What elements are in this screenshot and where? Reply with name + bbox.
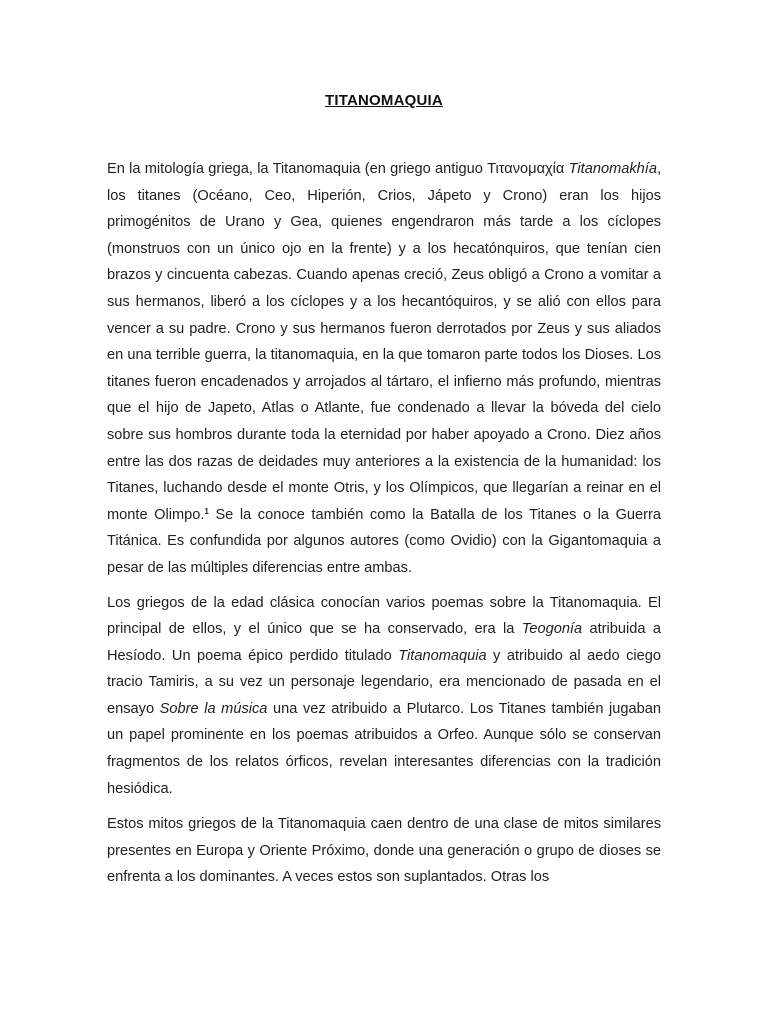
paragraph-1 [107, 156, 661, 582]
paragraph-2-italic-term: Titanomaquia [398, 647, 487, 664]
paragraph-2-segment: y atribuido al aedo ciego tracio Tamiris, a su vez un personaje legendario, era mencionado de pasada en el ensayo [107, 647, 661, 717]
paragraph-3 [107, 811, 661, 891]
paragraph-2-italic-term: Sobre la música [159, 700, 268, 717]
paragraph-3-segment: Estos mitos griegos de la Titanomaquia caen dentro de una clase de mitos similares presentes en Europa y Oriente Próximo, donde una generación o grupo de dioses se enfrenta a los dominantes. A veces estos son suplantados. Otras los [107, 816, 661, 886]
footnote-marker: 1 [204, 506, 209, 516]
paragraph-1-segment: , los titanes (Océano, Ceo, Hiperión, Crios, Jápeto y Crono) eran los hijos primogénitos de Urano y Gea, quienes engendraron más tarde a los cíclopes (monstruos con un único ojo en la frente) y a los hecatónquiros, que tenían cien brazos y cincuenta cabezas. Cuando apenas creció, Zeus obligó a Crono a vomitar a sus hermanos, liberó a los cíclopes y a los hecantóquiros, y se alió con ellos para vencer a su padre. Crono y sus hermanos fueron derrotados por Zeus y sus aliados en una terrible guerra, la titanomaquia, en la que tomaron parte todos los Dioses. Los titanes fueron encadenados y arrojados al tártaro, el infierno más profundo, mientras que el hijo de Japeto, Atlas o Atlante, fue condenado a llevar la bóveda del cielo sobre sus hombros durante toda la eternidad por haber apoyado a Crono. Diez años entre las dos razas de deidades muy anteriores a la existencia de la humanidad: los Titanes, luchando desde el monte Otris, y los Olímpicos, que llegarían a reinar en el monte Olimpo. [107, 161, 661, 523]
paragraph-1-italic-term: Titanomakhía [568, 161, 657, 177]
document-title: TITANOMAQUIA [325, 92, 443, 109]
paragraph-1-segment: En la mitología griega, la Titanomaquia (en griego antiguo Τιτανομαχία [107, 161, 569, 177]
paragraph-2-segment: atribuida a Hesíodo. Un poema épico perdido titulado [107, 621, 661, 664]
paragraph-2 [107, 590, 661, 803]
paragraph-1-segment: Se la conoce también como la Batalla de los Titanes o la Guerra Titánica. Es confundida por algunos autores (como Ovidio) con la Gigantomaquia a pesar de las múltiples diferencias entre ambas. [107, 506, 661, 576]
paragraph-2-segment: una vez atribuido a Plutarco. Los Titanes también jugaban un papel prominente en los poemas atribuidos a Orfeo. Aunque sólo se conservan fragmentos de los relatos órficos, revelan interesantes diferencias con la tradición hesiódica. [107, 700, 661, 797]
document-body [107, 156, 661, 891]
paragraph-2-segment: Los griegos de la edad clásica conocían varios poemas sobre la Titanomaquia. El principal de ellos, y el único que se ha conservado, era la [107, 594, 661, 638]
paragraph-2-italic-term: Teogonía [521, 621, 583, 638]
